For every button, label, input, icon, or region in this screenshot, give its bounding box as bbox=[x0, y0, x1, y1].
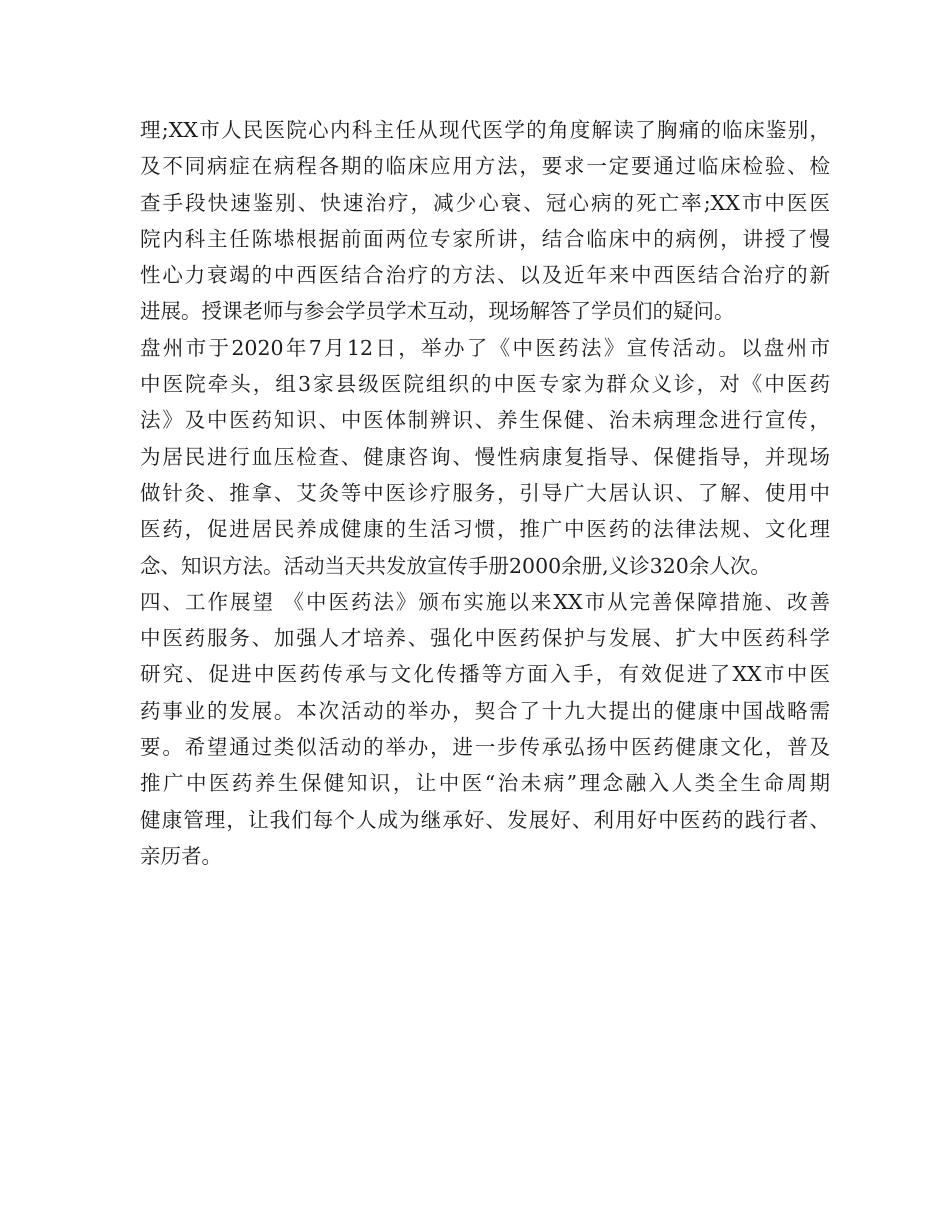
text-line: 四、工作展望 《中医药法》颁布实施以来XX市从完善保障措施、改善 bbox=[140, 589, 830, 614]
text-line: 要。希望通过类似活动的举办，进一步传承弘扬中医药健康文化，普及 bbox=[140, 735, 830, 760]
text-line: 做针灸、推拿、艾灸等中医诊疗服务，引导广大居认识、了解、使用中 bbox=[140, 480, 830, 505]
text-line: 药事业的发展。本次活动的举办，契合了十九大提出的健康中国战略需 bbox=[140, 698, 830, 723]
text-line: 院内科主任陈塨根据前面两位专家所讲，结合临床中的病例，讲授了慢 bbox=[140, 226, 830, 251]
text-line: 性心力衰竭的中西医结合治疗的方法、以及近年来中西医结合治疗的新 bbox=[140, 263, 830, 288]
text-line: 念、知识方法。活动当天共发放宣传手册2000余册,义诊320余人次。 bbox=[140, 553, 771, 578]
text-line: 查手段快速鉴别、快速治疗，减少心衰、冠心病的死亡率;XX市中医医 bbox=[140, 190, 830, 215]
text-line: 亲历者。 bbox=[140, 843, 222, 868]
text-line: 法》及中医药知识、中医体制辨识、养生保健、治未病理念进行宣传， bbox=[140, 408, 830, 433]
text-line: 盘州市于2020年7月12日，举办了《中医药法》宣传活动。以盘州市 bbox=[140, 335, 830, 360]
text-line: 医药，促进居民养成健康的生活习惯，推广中医药的法律法规、文化理 bbox=[140, 517, 830, 542]
text-line: 理;XX市人民医院心内科主任从现代医学的角度解读了胸痛的临床鉴别， bbox=[140, 118, 830, 142]
text-line: 中医院牵头，组3家县级医院组织的中医专家为群众义诊，对《中医药 bbox=[140, 372, 830, 397]
text-line: 及不同病症在病程各期的临床应用方法，要求一定要通过临床检验、检 bbox=[140, 154, 830, 179]
text-line: 研究、促进中医药传承与文化传播等方面入手，有效促进了XX市中医 bbox=[140, 662, 830, 687]
document-body-text bbox=[140, 112, 830, 874]
text-line: 进展。授课老师与参会学员学术互动，现场解答了学员们的疑问。 bbox=[140, 299, 735, 324]
text-line: 健康管理，让我们每个人成为继承好、发展好、利用好中医药的践行者、 bbox=[140, 807, 830, 832]
text-line: 为居民进行血压检查、健康咨询、慢性病康复指导、保健指导，并现场 bbox=[140, 444, 830, 469]
text-line: 中医药服务、加强人才培养、强化中医药保护与发展、扩大中医药科学 bbox=[140, 626, 830, 651]
text-line: 推广中医药养生保健知识，让中医“治未病”理念融入人类全生命周期 bbox=[140, 771, 830, 796]
